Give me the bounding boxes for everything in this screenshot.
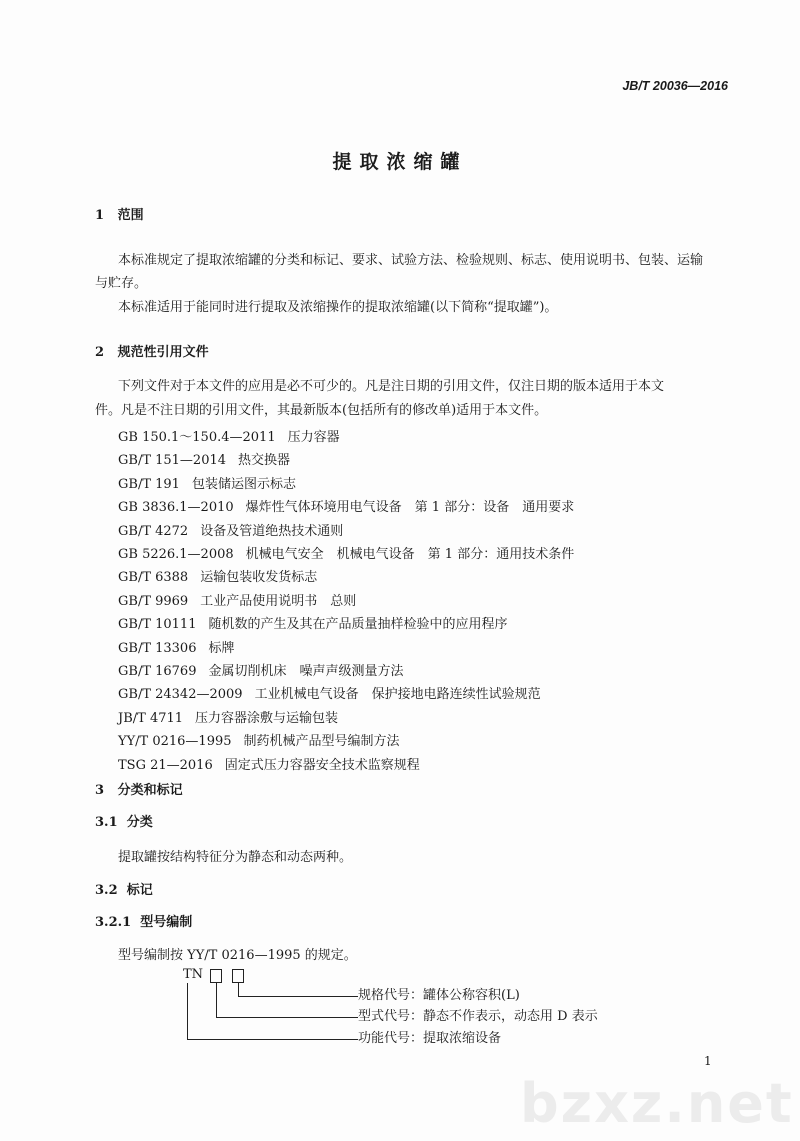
reference-item — [118, 500, 574, 516]
section-number: 3.2.1 — [95, 915, 132, 930]
reference-code: GB/T 10111 — [118, 617, 197, 633]
reference-item — [118, 570, 317, 586]
section-title: 规范性引用文件 — [117, 345, 209, 360]
model-prefix: TN — [183, 967, 204, 982]
reference-item — [118, 758, 420, 774]
section-number: 2 — [95, 345, 105, 360]
reference-item — [118, 524, 343, 540]
references-intro-line1: 下列文件对于本文件的应用是必不可少的。凡是注日期的引用文件，仅注日期的版本适用于本文 — [118, 379, 665, 394]
section-title: 型号编制 — [140, 915, 193, 930]
section-3-2-heading — [95, 883, 153, 899]
reference-title: 工业机械电气设备 保护接地电路连续性试验规范 — [254, 687, 541, 703]
reference-code: GB 3836.1—2010 — [118, 500, 234, 516]
reference-code: GB/T 9969 — [118, 593, 189, 609]
reference-title: 制药机械产品型号编制方法 — [243, 734, 400, 750]
scope-paragraph-2: 本标准适用于能同时进行提取及浓缩操作的提取浓缩罐(以下简称“提取罐”)。 — [118, 300, 558, 315]
reference-code: GB/T 13306 — [118, 640, 197, 656]
reference-code: TSG 21—2016 — [118, 757, 213, 773]
type-code-label: 型式代号：静态不作表示，动态用 D 表示 — [358, 1009, 598, 1024]
section-title: 分类和标记 — [117, 783, 183, 798]
type-code-box — [210, 969, 222, 983]
reference-code: GB 5226.1—2008 — [118, 547, 234, 562]
function-leader-line — [187, 1039, 358, 1040]
function-leader-line — [187, 983, 188, 1040]
type-leader-line — [216, 982, 217, 1018]
reference-item — [118, 664, 404, 680]
reference-title: 压力容器涂敷与运输包装 — [195, 710, 339, 726]
reference-title: 包装储运图示标志 — [191, 476, 296, 492]
reference-title: 运输包装收发货标志 — [200, 570, 318, 586]
reference-code: GB/T 24342—2009 — [118, 687, 243, 703]
standard-number: JB/T 20036—2016 — [622, 79, 728, 93]
reference-title: 工业产品使用说明书 总则 — [200, 593, 357, 609]
function-code-label: 功能代号：提取浓缩设备 — [358, 1031, 502, 1046]
spec-leader-line — [238, 996, 358, 997]
reference-title: 设备及管道绝热技术通则 — [200, 523, 344, 539]
section-number: 3.1 — [95, 815, 118, 830]
reference-item — [118, 734, 400, 750]
reference-item — [118, 594, 356, 610]
type-leader-line — [216, 1017, 358, 1018]
scope-paragraph-line1: 本标准规定了提取浓缩罐的分类和标记、要求、试验方法、检验规则、标志、使用说明书、包装、运输 — [118, 253, 704, 268]
reference-code: YY/T 0216—1995 — [118, 734, 232, 750]
spec-leader-line — [238, 982, 239, 997]
section-3-1-heading — [95, 815, 153, 831]
section-3-heading — [95, 783, 183, 799]
scope-paragraph-line2: 与贮存。 — [95, 276, 148, 291]
section-title: 标记 — [126, 883, 153, 898]
spec-code-box — [232, 969, 244, 983]
reference-title: 金属切削机床 噪声声级测量方法 — [208, 664, 404, 679]
reference-code: JB/T 4711 — [118, 710, 184, 726]
references-intro-line2: 件。凡是不注日期的引用文件，其最新版本(包括所有的修改单)适用于本文件。 — [95, 403, 548, 418]
page-number: 1 — [704, 1054, 712, 1068]
reference-code: GB/T 16769 — [118, 664, 197, 679]
reference-code: GB/T 191 — [118, 476, 180, 492]
spec-code-label: 规格代号：罐体公称容积(L) — [358, 988, 520, 1003]
reference-title: 压力容器 — [287, 430, 340, 445]
reference-title: 标牌 — [208, 640, 235, 656]
section-number: 1 — [95, 208, 105, 223]
reference-title: 固定式压力容器安全技术监察规程 — [224, 757, 420, 773]
reference-title: 爆炸性气体环境用电气设备 第 1 部分：设备 通用要求 — [245, 500, 575, 516]
model-rule-text: 型号编制按 YY/T 0216—1995 的规定。 — [118, 948, 357, 963]
reference-item — [118, 477, 296, 493]
section-title: 范围 — [117, 208, 144, 223]
reference-code: GB/T 151—2014 — [118, 453, 227, 469]
section-2-heading — [95, 345, 209, 361]
reference-code: GB/T 4272 — [118, 523, 189, 539]
reference-item — [118, 453, 290, 469]
section-3-2-1-heading — [95, 915, 192, 931]
reference-code: GB 150.1～150.4—2011 — [118, 430, 276, 445]
reference-title: 机械电气安全 机械电气设备 第 1 部分：通用技术条件 — [245, 547, 575, 562]
reference-item — [118, 430, 340, 446]
section-title: 分类 — [126, 815, 153, 830]
watermark: bzxz.net — [520, 1072, 794, 1135]
reference-item — [118, 711, 338, 727]
reference-code: GB/T 6388 — [118, 570, 189, 586]
reference-item — [118, 641, 235, 657]
section-number: 3.2 — [95, 883, 118, 898]
reference-title: 热交换器 — [238, 453, 291, 469]
page-title: 提取浓缩罐 — [332, 151, 468, 173]
section-1-heading — [95, 208, 144, 224]
reference-title: 随机数的产生及其在产品质量抽样检验中的应用程序 — [208, 617, 508, 633]
reference-item — [118, 617, 508, 633]
section-number: 3 — [95, 783, 105, 798]
classification-text: 提取罐按结构特征分为静态和动态两种。 — [118, 850, 353, 865]
reference-item — [118, 547, 574, 563]
reference-item — [118, 687, 541, 703]
